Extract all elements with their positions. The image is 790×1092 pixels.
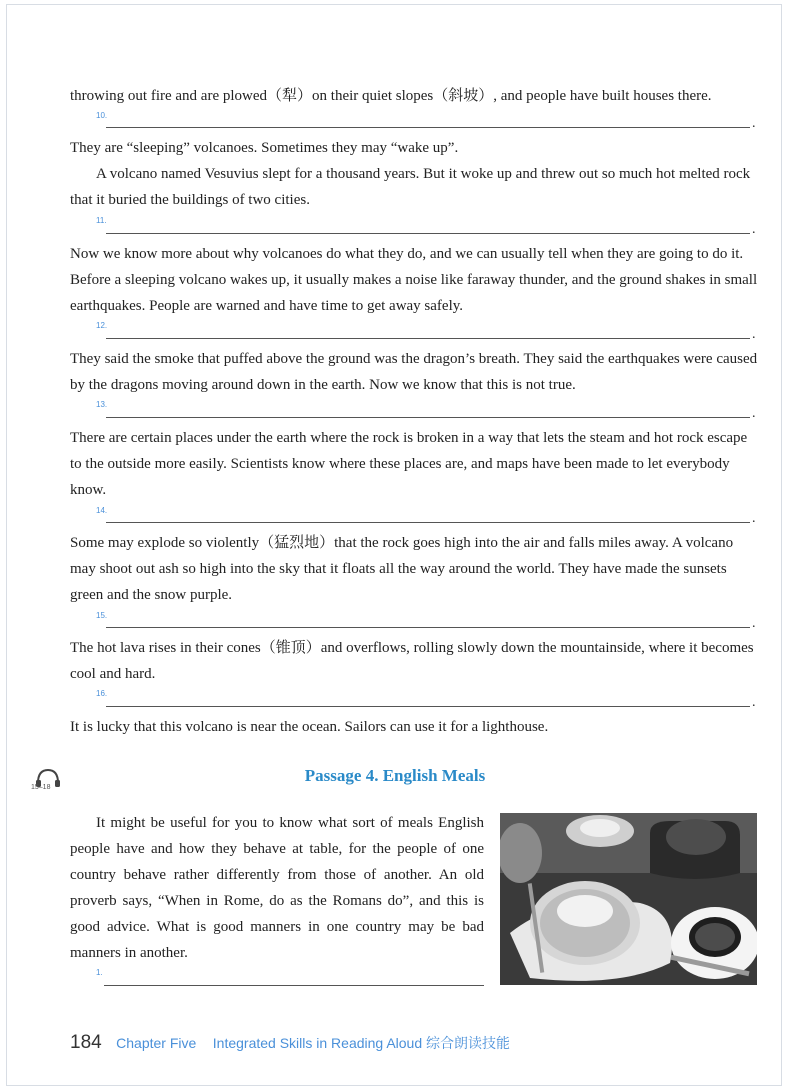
blank-end: . — [752, 327, 756, 342]
passage-title: Passage 4. English Meals — [304, 766, 486, 785]
page-footer — [70, 1032, 510, 1054]
paragraph: They said the smoke that puffed above the ground was the dragon’s breath. They said the earthquakes were caused by the dragons moving around down in the earth. Now we know that this is not true. — [70, 351, 758, 393]
answer-line[interactable] — [106, 417, 750, 418]
answer-line[interactable] — [106, 338, 750, 339]
chapter-label: Chapter Five — [116, 1035, 197, 1051]
blank-end: . — [752, 222, 756, 237]
answer-line[interactable] — [106, 706, 750, 707]
answer-line[interactable] — [104, 985, 484, 986]
english-meals-photo — [500, 813, 757, 985]
blank-number: 11. — [96, 216, 107, 225]
blank-number: 16. — [96, 689, 108, 698]
blank-end: . — [752, 616, 756, 631]
blank-end: . — [752, 116, 756, 131]
paragraph: There are certain places under the earth where the rock is broken in a way that lets the steam and hot rock escape to the outside more easily. Scientists know where these places are, and maps have been made to let everybody know. — [70, 430, 748, 498]
audio-track-label: 15–18 — [31, 784, 51, 791]
paragraph: It is lucky that this volcano is near the ocean. Sailors can use it for a lighthouse. — [70, 719, 549, 735]
blank-number: 13. — [96, 400, 108, 409]
blank-number: 12. — [96, 321, 108, 330]
answer-line[interactable] — [106, 127, 750, 128]
answer-line[interactable] — [106, 233, 750, 234]
blank-number: 10. — [96, 111, 108, 120]
chapter-title: Integrated Skills in Reading Aloud 综合朗读技能 — [212, 1035, 511, 1051]
paragraph: throwing out fire and are plowed（犁）on their quiet slopes（斜坡）, and people have built houses there. — [70, 88, 712, 104]
paragraph: The hot lava rises in their cones（锥顶）and overflows, rolling slowly down the mountainside, where it becomes cool and hard. — [70, 640, 754, 682]
blank-end: . — [752, 406, 756, 421]
paragraph: Now we know more about why volcanoes do what they do, and we can usually tell when they are going to do it. Before a sleeping volcano wakes up, it usually makes a noise like faraway thunder, and the ground shakes in small earthquakes. People are warned and have time to get away safely. — [70, 246, 758, 314]
page-number: 184 — [70, 1032, 102, 1053]
blank-number: 1. — [96, 968, 103, 977]
blank-end: . — [752, 695, 756, 710]
blank-number: 15. — [96, 611, 108, 620]
answer-line[interactable] — [106, 522, 750, 523]
paragraph: Some may explode so violently（猛烈地）that the rock goes high into the air and falls miles away. A volcano may shoot out ash so high into the sky that it floats all the way around the world. They have made the sunsets green and the snow purple. — [70, 535, 734, 603]
answer-line[interactable] — [106, 627, 750, 628]
paragraph: They are “sleeping” volcanoes. Sometimes they may “wake up”. — [70, 140, 459, 156]
blank-end: . — [752, 511, 756, 526]
paragraph: A volcano named Vesuvius slept for a thousand years. But it woke up and threw out so much hot melted rock that it buried the buildings of two cities. — [70, 166, 751, 208]
paragraph: It might be useful for you to know what sort of meals English people have and how they behave at table, for the people of one country behave rather differently from those of another. An old proverb says, “When in Rome, do as the Romans do”, and this is good advice. What is good manners in one country may be bad manners in another. — [70, 815, 484, 961]
blank-number: 14. — [96, 506, 108, 515]
